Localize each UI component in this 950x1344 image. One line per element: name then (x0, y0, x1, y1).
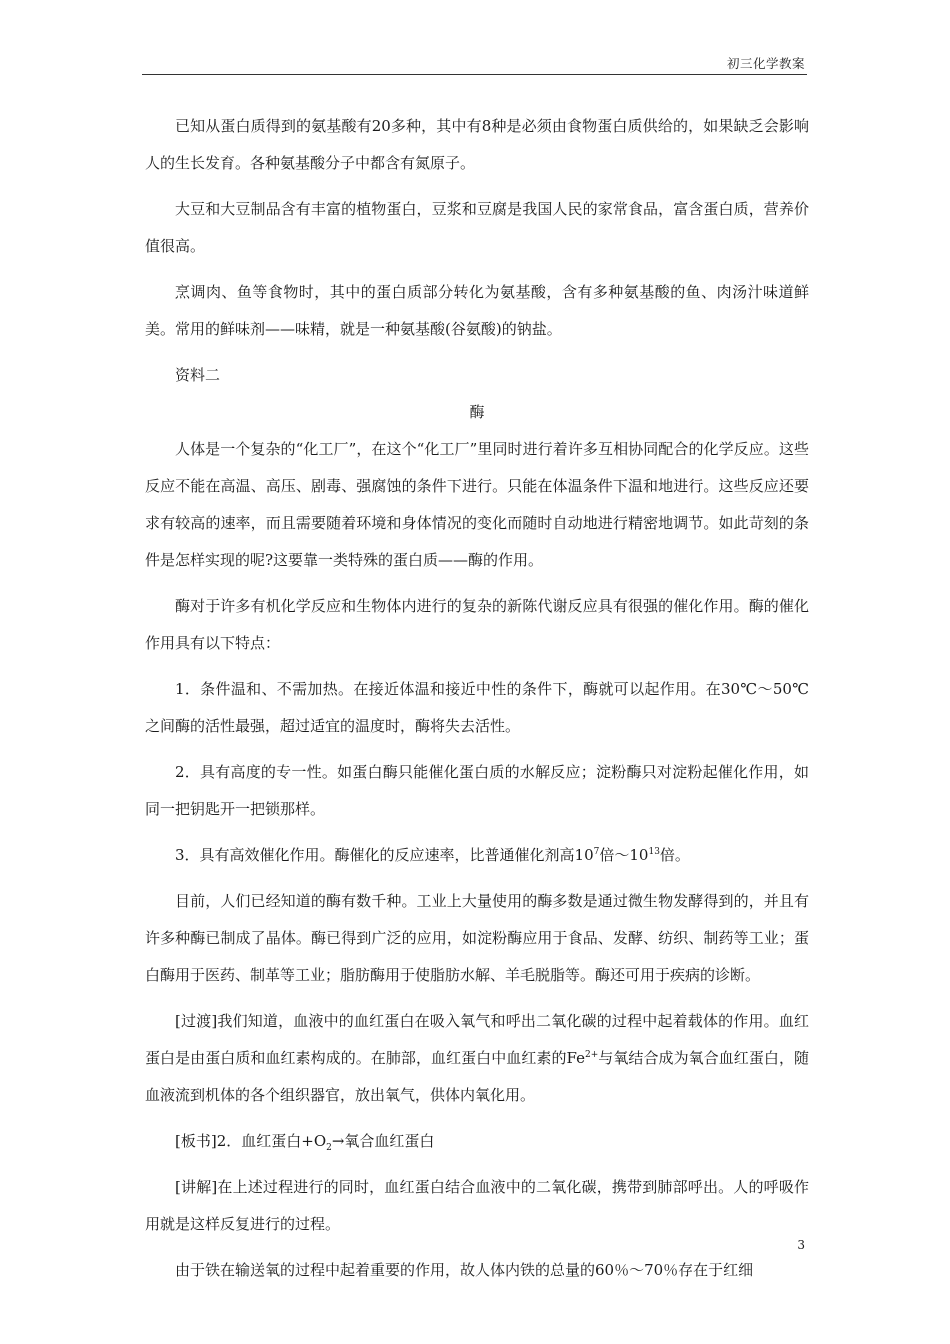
paragraph: [讲解]在上述过程进行的同时，血红蛋白结合血液中的二氧化碳，携带到肺部呼出。人的呼吸作用就是这样反复进行的过程。 (145, 1178, 809, 1233)
paragraph: 目前，人们已经知道的酶有数千种。工业上大量使用的酶多数是通过微生物发酵得到的，并且有许多种酶已制成了晶体。酶已得到广泛的应用，如淀粉酶应用于食品、发酵、纺织、制药等工业；蛋白酶用于医药、制革等工业；脂肪酶用于使脂肪水解、羊毛脱脂等。酶还可用于疾病的诊断。 (145, 892, 809, 984)
document-body (145, 108, 809, 1298)
paragraph: 人体是一个复杂的“化工厂”，在这个“化工厂”里同时进行着许多互相协同配合的化学反应。这些反应不能在高温、高压、剧毒、强腐蚀的条件下进行。只能在体温条件下温和地进行。这些反应还要求有较高的速率，而且需要随着环境和身体情况的变化而随时自动地进行精密地调节。如此苛刻的条件是怎样实现的呢?这要靠一类特殊的蛋白质——酶的作用。 (145, 440, 809, 569)
paragraph: 大豆和大豆制品含有丰富的植物蛋白，豆浆和豆腐是我国人民的家常食品，富含蛋白质，营养价值很高。 (145, 200, 809, 255)
page-header (142, 54, 807, 75)
paragraph: 已知从蛋白质得到的氨基酸有20多种，其中有8种是必须由食物蛋白质供给的，如果缺乏会影响人的生长发育。各种氨基酸分子中都含有氮原子。 (145, 117, 809, 172)
list-item: 1．条件温和、不需加热。在接近体温和接近中性的条件下，酶就可以起作用。在30℃～50℃之间酶的活性最强，超过适宜的温度时，酶将失去活性。 (145, 680, 809, 735)
paragraph: [过渡]我们知道，血液中的血红蛋白在吸入氧气和呼出二氧化碳的过程中起着载体的作用。血红蛋白是由蛋白质和血红素构成的。在肺部，血红蛋白中血红素的$Fe^{2+}$与氧结合成为氧合血红蛋白，随血液流到机体的各个组织器官，放出氧气，供体内氧化用。 (145, 1012, 809, 1104)
page-number: 3 (797, 1238, 805, 1252)
list-item: 3．具有高效催化作用。酶催化的反应速率，比普通催化剂高$10^7$倍$\sim 10^{13}$倍。 (175, 846, 690, 864)
paragraph: 酶对于许多有机化学反应和生物体内进行的复杂的新陈代谢反应具有很强的催化作用。酶的催化作用具有以下特点： (145, 597, 809, 652)
board-note: [板书]2．血红蛋白$+O_2\to$氧合血红蛋白 (175, 1132, 435, 1153)
paragraph: 由于铁在输送氧的过程中起着重要的作用，故人体内铁的总量的60％～70％存在于红细 (175, 1261, 754, 1279)
header-title: 初三化学教案 (726, 56, 805, 71)
section-label: 资料二 (175, 366, 221, 384)
list-item: 2．具有高度的专一性。如蛋白酶只能催化蛋白质的水解反应；淀粉酶只对淀粉起催化作用，如同一把钥匙开一把锁那样。 (145, 763, 809, 818)
section-title: 酶 (469, 403, 485, 421)
paragraph: 烹调肉、鱼等食物时，其中的蛋白质部分转化为氨基酸，含有多种氨基酸的鱼、肉汤汁味道鲜美。常用的鲜味剂——味精，就是一种氨基酸(谷氨酸)的钠盐。 (145, 283, 809, 338)
